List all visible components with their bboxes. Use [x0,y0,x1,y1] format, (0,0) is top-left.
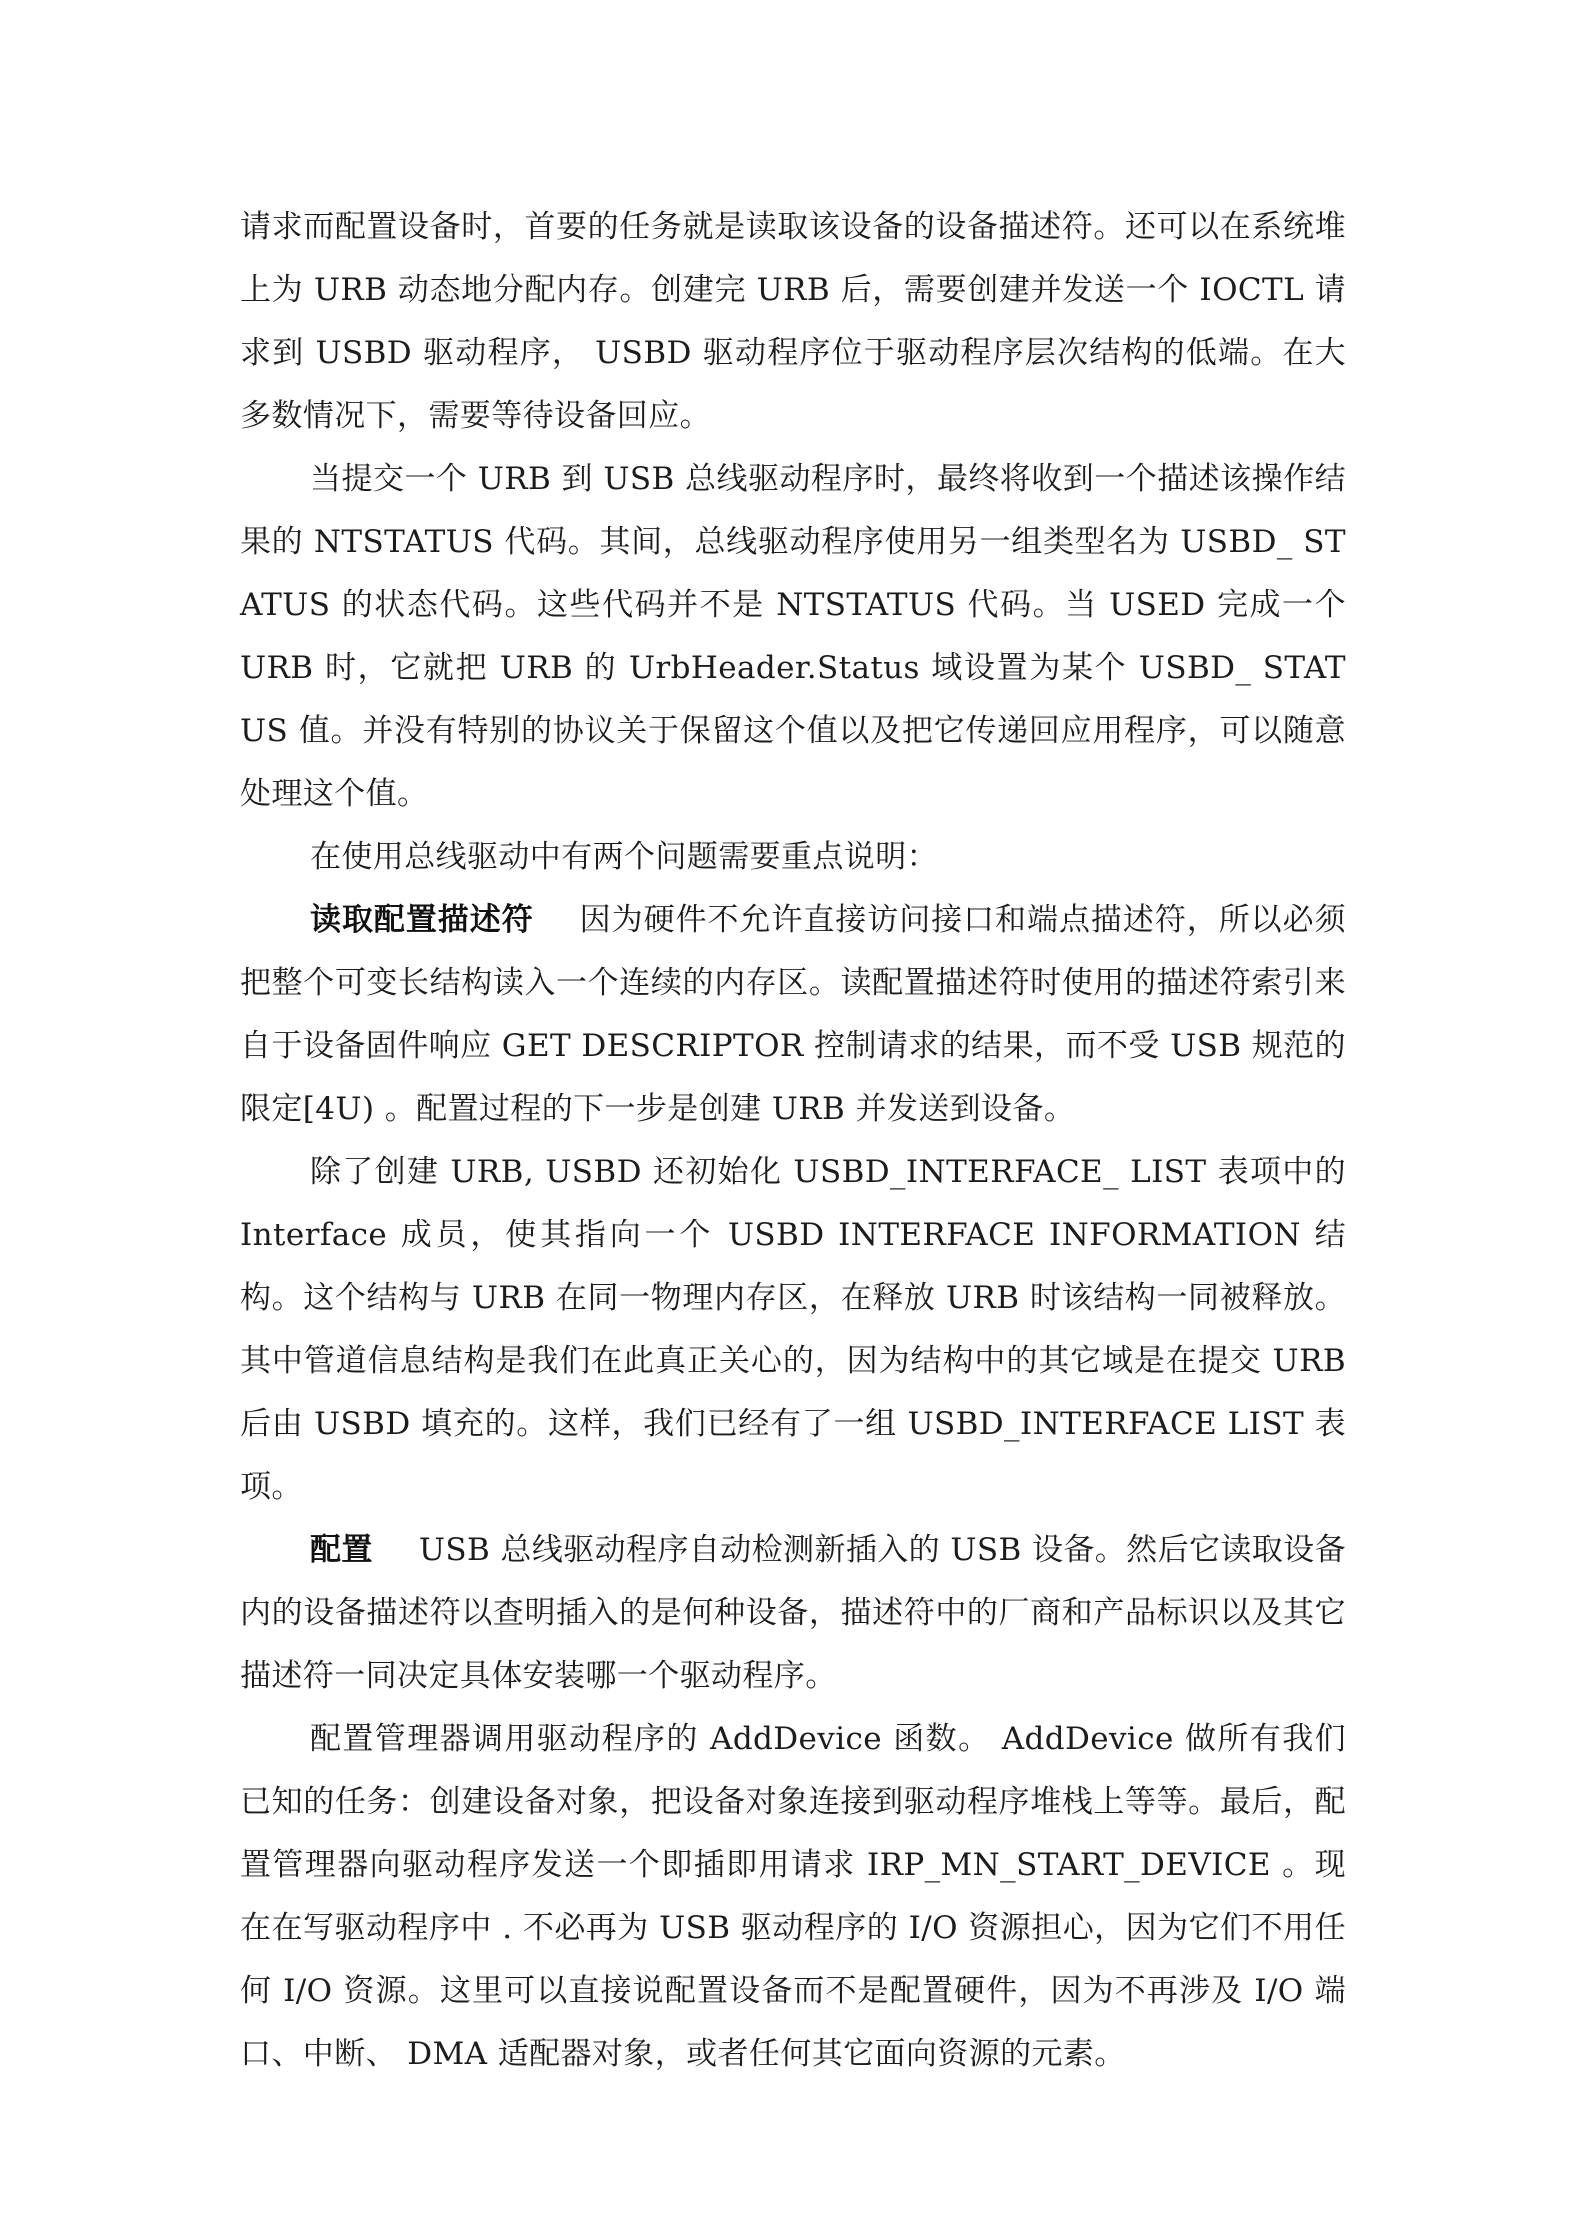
paragraph-interface-list [240,1141,1346,1519]
paragraph-text: 当提交一个 URB 到 USB 总线驱动程序时，最终将收到一个描述该操作结果的 NTSTATUS 代码。其间，总线驱动程序使用另一组类型名为 USBD_ STATUS 的状态代码。这些代码并不是 NTSTATUS 代码。当 USED 完成一个 URB 时，它就把 URB 的 UrbHeader.Status 域设置为某个 USBD_ STATUS 值。并没有特别的协议关于保留这个值以及把它传递回应用程序，可以随意处理这个值。 [240,461,1346,812]
paragraph-text: 因为硬件不允许直接访问接口和端点描述符，所以必须把整个可变长结构读入一个连续的内存区。读配置描述符时使用的描述符索引来自于设备固件响应 GET DESCRIPTOR 控制请求的结果，而不受 USB 规范的限定[4U) 。配置过程的下一步是创建 URB 并发送到设备。 [240,902,1346,1127]
paragraph-text: 请求而配置设备时，首要的任务就是读取该设备的设备描述符。还可以在系统堆上为 URB 动态地分配内存。创建完 URB 后，需要创建并发送一个 IOCTL 请求到 USBD 驱动程序， USBD 驱动程序位于驱动程序层次结构的低端。在大多数情况下，需要等待设备回应。 [240,209,1346,434]
paragraph-configuration [240,1519,1346,1708]
paragraph-text: 除了创建 URB, USBD 还初始化 USBD_INTERFACE_ LIST 表项中的 Interface 成员，使其指向一个 USBD INTERFACE INFORMATION 结构。这个结构与 URB 在同一物理内存区，在释放 URB 时该结构一同被释放。其中管道信息结构是我们在此真正关心的，因为结构中的其它域是在提交 URB 后由 USBD 填充的。这样，我们已经有了一组 USBD_INTERFACE LIST 表项。 [240,1154,1346,1505]
paragraph-two-issues [240,826,1346,889]
paragraph-ntstatus [240,448,1346,826]
paragraph-urb-allocation [240,196,1346,448]
paragraph-text: 配置管理器调用驱动程序的 AddDevice 函数。 AddDevice 做所有我们已知的任务：创建设备对象，把设备对象连接到驱动程序堆栈上等等。最后，配置管理器向驱动程序发送一个即插即用请求 IRP_MN_START_DEVICE 。现在在写驱动程序中 . 不必再为 USB 驱动程序的 I/O 资源担心，因为它们不用任何 I/O 资源。这里可以直接说配置设备而不是配置硬件，因为不再涉及 I/O 端口、中断、 DMA 适配器对象，或者任何其它面向资源的元素。 [240,1721,1346,2072]
paragraph-read-config-descriptor [240,889,1346,1141]
document-page [240,196,1346,2086]
paragraph-text: USB 总线驱动程序自动检测新插入的 USB 设备。然后它读取设备内的设备描述符以查明插入的是何种设备，描述符中的厂商和产品标识以及其它描述符一同决定具体安装哪一个驱动程序。 [240,1532,1346,1694]
paragraph-text: 在使用总线驱动中有两个问题需要重点说明： [310,839,938,875]
paragraph-adddevice [240,1708,1346,2086]
bold-term: 配置 [310,1532,373,1568]
bold-term: 读取配置描述符 [310,902,534,938]
